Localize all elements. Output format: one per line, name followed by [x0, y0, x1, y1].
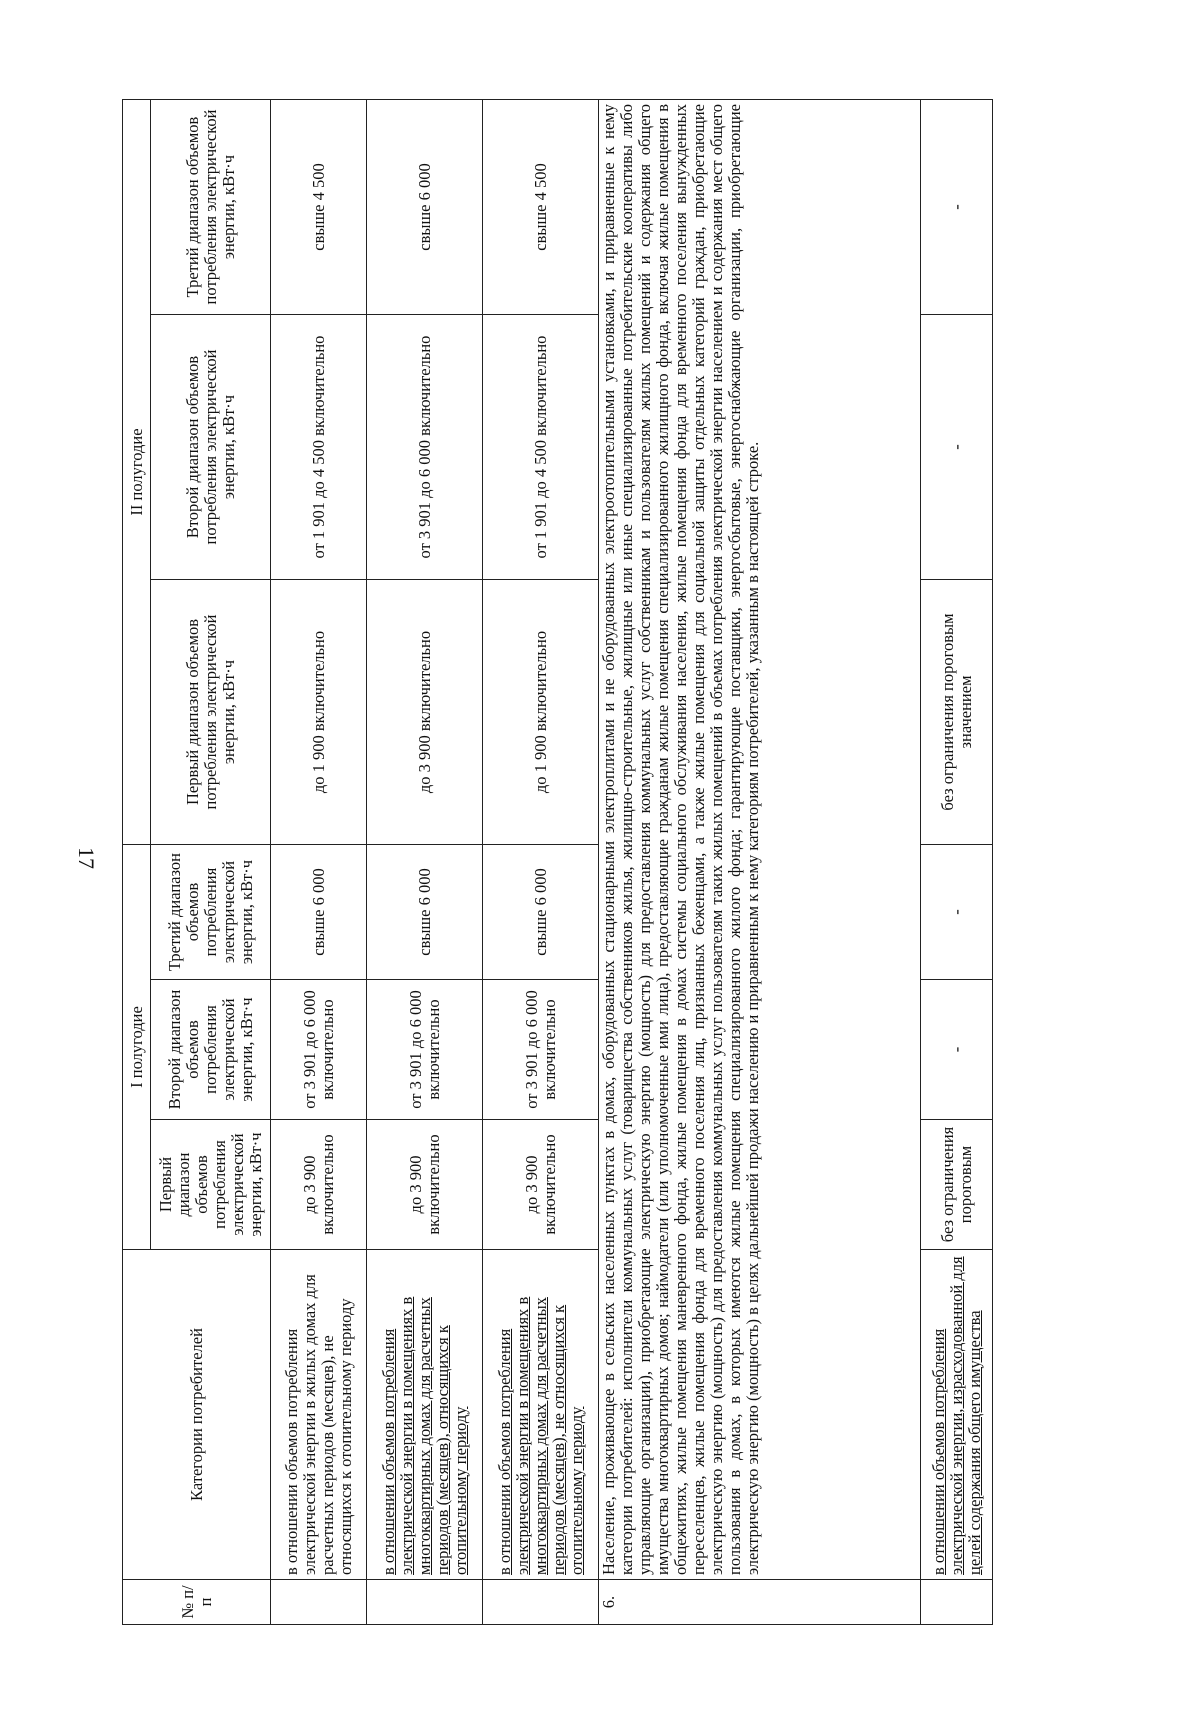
cell-h2-range2: от 1 901 до 4 500 включительно: [483, 315, 599, 580]
cell-h1-range2: от 3 901 до 6 000 включительно: [483, 980, 599, 1120]
cell-h2-range1: до 1 900 включительно: [483, 580, 599, 845]
header-h2-range1: Первый диапазон объемов потребления электрической энергии, кВт·ч: [151, 580, 271, 845]
row-num: [921, 1580, 993, 1625]
cell-h2-range3: -: [921, 100, 993, 315]
cell-h1-range3: свыше 6 000: [367, 845, 483, 980]
cell-h2-range2: от 3 901 до 6 000 включительно: [367, 315, 483, 580]
table-row: [271, 100, 367, 1625]
cell-h1-range2: -: [921, 980, 993, 1120]
cell-h2-range2: от 1 901 до 4 500 включительно: [271, 315, 367, 580]
cell-h1-range1: без ограничения пороговым: [921, 1120, 993, 1250]
section-6-num: 6.: [599, 1580, 921, 1625]
section-6-text: Население, проживающее в сельских населенных пунктах в домах, оборудованных стационарными электроплитами и не оборудованных электроотопительными установками, и приравненные к нему категории потребителей: исполнители коммунальных услуг (товарищества собственников жилья, жилищно-строительные, жилищные или иные специализированные потребительские кооперативы либо управляющие организации), приобретающие электрическую энергию (мощность) для предоставления коммунальных услуг собственникам и пользователям жилых помещений и содержания общего имущества многоквартирных домов; наймодатели (или уполномоченные ими лица), предоставляющие гражданам жилые помещения специализированного жилищного фонда, включая жилые помещения в общежитиях, жилые помещения маневренного фонда, жилые помещения в домах системы социального обслуживания населения, жилые помещения фонда для временного поселения вынужденных переселенцев, жилые помещения фонда для временного поселения лиц, признанных беженцами, а также жилые помещения для социальной защиты отдельных категорий граждан, приобретающие электрическую энергию (мощность) для предоставления коммунальных услуг пользователям таких жилых помещений в объемах потребления электрической энергии населением и содержания мест общего пользования в домах, в которых имеются жилые помещения специализированного жилого фонда; гарантирующие поставщики, энергосбытовые, энергоснабжающие организации, приобретающие электрическую энергию (мощность) в целях дальнейшей продажи населению и приравненным к нему категориям потребителей, указанным в настоящей строке.: [599, 100, 921, 1580]
header-h1-range1: Первый диапазон объемов потребления электрической энергии, кВт·ч: [151, 1120, 271, 1250]
cell-h2-range3: свыше 4 500: [271, 100, 367, 315]
header-h2-range3: Третий диапазон объемов потребления электрической энергии, кВт·ч: [151, 100, 271, 315]
cell-h2-range1: до 1 900 включительно: [271, 580, 367, 845]
row-category: в отношении объемов потребления электрической энергии в жилых домах для расчетных периодов (месяцев), не относящихся к отопительному периоду: [271, 1250, 367, 1580]
cell-h1-range2: от 3 901 до 6 000 включительно: [367, 980, 483, 1120]
header-half2: II полугодие: [123, 100, 151, 845]
header-h2-range2: Второй диапазон объемов потребления электрической энергии, кВт·ч: [151, 315, 271, 580]
header-h1-range2: Второй диапазон объемов потребления электрической энергии, кВт·ч: [151, 980, 271, 1120]
cell-h1-range3: -: [921, 845, 993, 980]
row-num: [271, 1580, 367, 1625]
table-row: [367, 100, 483, 1625]
cell-h1-range1: до 3 900 включительно: [483, 1120, 599, 1250]
cell-h2-range3: свыше 4 500: [483, 100, 599, 315]
cell-h1-range1: до 3 900 включительно: [271, 1120, 367, 1250]
cell-h2-range1: до 3 900 включительно: [367, 580, 483, 845]
table-row: [483, 100, 599, 1625]
row-category: в отношении объемов потребления электрической энергии в помещениях в многоквартирных домах для расчетных периодов (месяцев), относящихся к отопительному периоду: [367, 1250, 483, 1580]
cell-h1-range3: свыше 6 000: [271, 845, 367, 980]
header-row-1: [123, 100, 151, 1625]
row-num: [483, 1580, 599, 1625]
header-category: Категории потребителей: [123, 1250, 271, 1580]
tariff-table: [122, 99, 993, 1625]
section-6-row: [599, 100, 921, 1625]
cell-h2-range1: без ограничения пороговым значением: [921, 580, 993, 845]
cell-h1-range1: до 3 900 включительно: [367, 1120, 483, 1250]
cell-h1-range2: от 3 901 до 6 000 включительно: [271, 980, 367, 1120]
cell-h2-range3: свыше 6 000: [367, 100, 483, 315]
table-row: [921, 100, 993, 1625]
row-category: в отношении объемов потребления электрической энергии в помещениях в многоквартирных домах для расчетных периодов (месяцев), не относящихся к отопительному периоду: [483, 1250, 599, 1580]
header-num: № п/п: [123, 1580, 271, 1625]
rotated-table-wrapper: [122, 100, 992, 1625]
page-number: 17: [74, 847, 99, 869]
row-category: в отношении объемов потребления электрической энергии, израсходованной для целей содержания общего имущества: [921, 1250, 993, 1580]
header-h1-range3: Третий диапазон объемов потребления электрической энергии, кВт·ч: [151, 845, 271, 980]
cell-h2-range2: -: [921, 315, 993, 580]
header-half1: I полугодие: [123, 845, 151, 1250]
row-num: [367, 1580, 483, 1625]
cell-h1-range3: свыше 6 000: [483, 845, 599, 980]
